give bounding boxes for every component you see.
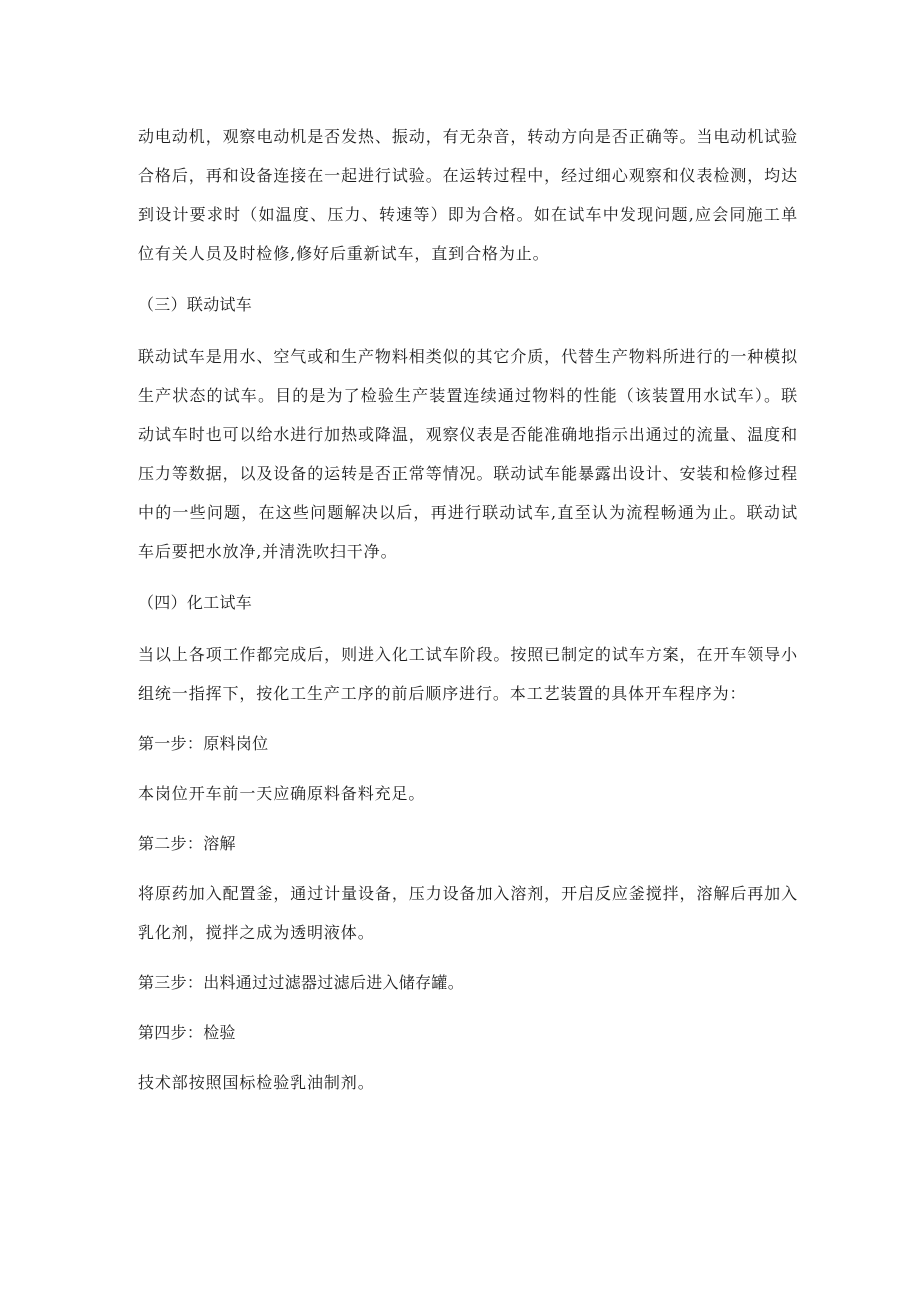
paragraph-linked-test: 联动试车是用水、空气或和生产物料相类似的其它介质，代替生产物料所进行的一种模拟生产状态的试车。目的是为了检验生产装置连续通过物料的性能（该装置用水试车）。联动试车时也可以给水进行加热或降温，观察仪表是否能准确地指示出通过的流量、温度和压力等数据，以及设备的运转是否正常等情况。联动试车能暴露出设计、安装和检修过程中的一些问题，在这些问题解决以后，再进行联动试车,直至认为流程畅通为止。联动试车后要把水放净,并清洗吹扫干净。 xyxy=(138,347,798,561)
step-heading-4: 第四步：检验 xyxy=(138,1023,236,1042)
step-heading-3: 第三步：出料通过过滤器过滤后进入储存罐。 xyxy=(138,973,465,992)
section-heading-chemical-test: （四）化工试车 xyxy=(138,593,253,612)
paragraph-step-4: 技术部按照国标检验乳油制剂。 xyxy=(138,1073,375,1092)
paragraph-step-2: 将原药加入配置釜，通过计量设备，压力设备加入溶剂，开启反应釜搅拌，溶解后再加入乳化剂，搅拌之成为透明液体。 xyxy=(138,884,798,942)
paragraph-motor-test: 动电动机，观察电动机是否发热、振动，有无杂音，转动方向是否正确等。当电动机试验合格后，再和设备连接在一起进行试验。在运转过程中，经过细心观察和仪表检测，均达到设计要求时（如温度、压力、转速等）即为合格。如在试车中发现问题,应会同施工单位有关人员及时检修,修好后重新试车，直到合格为止。 xyxy=(138,127,798,263)
section-heading-linked-test: （三）联动试车 xyxy=(138,295,253,314)
step-heading-2: 第二步：溶解 xyxy=(138,834,236,853)
document-body xyxy=(138,117,798,1102)
paragraph-chemical-test: 当以上各项工作都完成后，则进入化工试车阶段。按照已制定的试车方案，在开车领导小组统一指挥下，按化工生产工序的前后顺序进行。本工艺装置的具体开车程序为： xyxy=(138,645,798,703)
paragraph-step-1: 本岗位开车前一天应确原料备料充足。 xyxy=(138,784,426,803)
step-heading-1: 第一步：原料岗位 xyxy=(138,734,269,753)
